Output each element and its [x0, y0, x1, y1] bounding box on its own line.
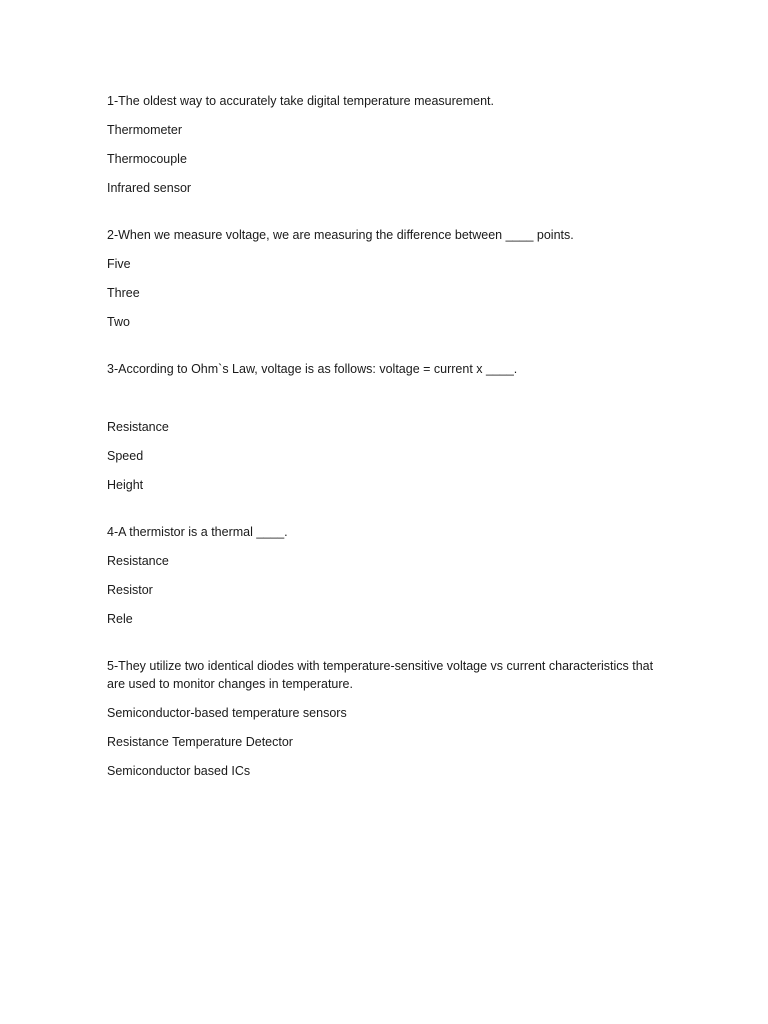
answer-option: Semiconductor-based temperature sensors	[107, 706, 347, 720]
answer-option: Thermometer	[107, 123, 183, 137]
answer-option: Semiconductor based ICs	[107, 764, 251, 778]
answer-option: Resistor	[107, 583, 153, 597]
question-block-4	[107, 523, 667, 628]
question-text: 3-According to Ohm`s Law, voltage is as follows: voltage = current x ____.	[107, 362, 518, 376]
question-block-2	[107, 226, 667, 331]
answer-option: Height	[107, 478, 144, 492]
answer-option: Resistance	[107, 554, 169, 568]
question-text: 2-When we measure voltage, we are measuring the difference between ____ points.	[107, 228, 574, 242]
answer-option: Five	[107, 257, 131, 271]
question-text: 4-A thermistor is a thermal ____.	[107, 525, 288, 539]
answer-option: Thermocouple	[107, 152, 187, 166]
question-block-3	[107, 360, 667, 494]
question-text: 5-They utilize two identical diodes with temperature-sensitive voltage vs current characteristics that are used to monitor changes in temperature.	[107, 659, 654, 691]
answer-option: Three	[107, 286, 140, 300]
question-text: 1-The oldest way to accurately take digital temperature measurement.	[107, 94, 494, 108]
question-block-1	[107, 92, 667, 197]
answer-option: Speed	[107, 449, 144, 463]
answer-option: Two	[107, 315, 130, 329]
answer-option: Resistance Temperature Detector	[107, 735, 293, 749]
quiz-content	[107, 92, 667, 809]
question-block-5	[107, 657, 667, 780]
blank-line	[107, 389, 667, 418]
answer-option: Infrared sensor	[107, 181, 192, 195]
answer-option: Resistance	[107, 420, 169, 434]
answer-option: Rele	[107, 612, 133, 626]
